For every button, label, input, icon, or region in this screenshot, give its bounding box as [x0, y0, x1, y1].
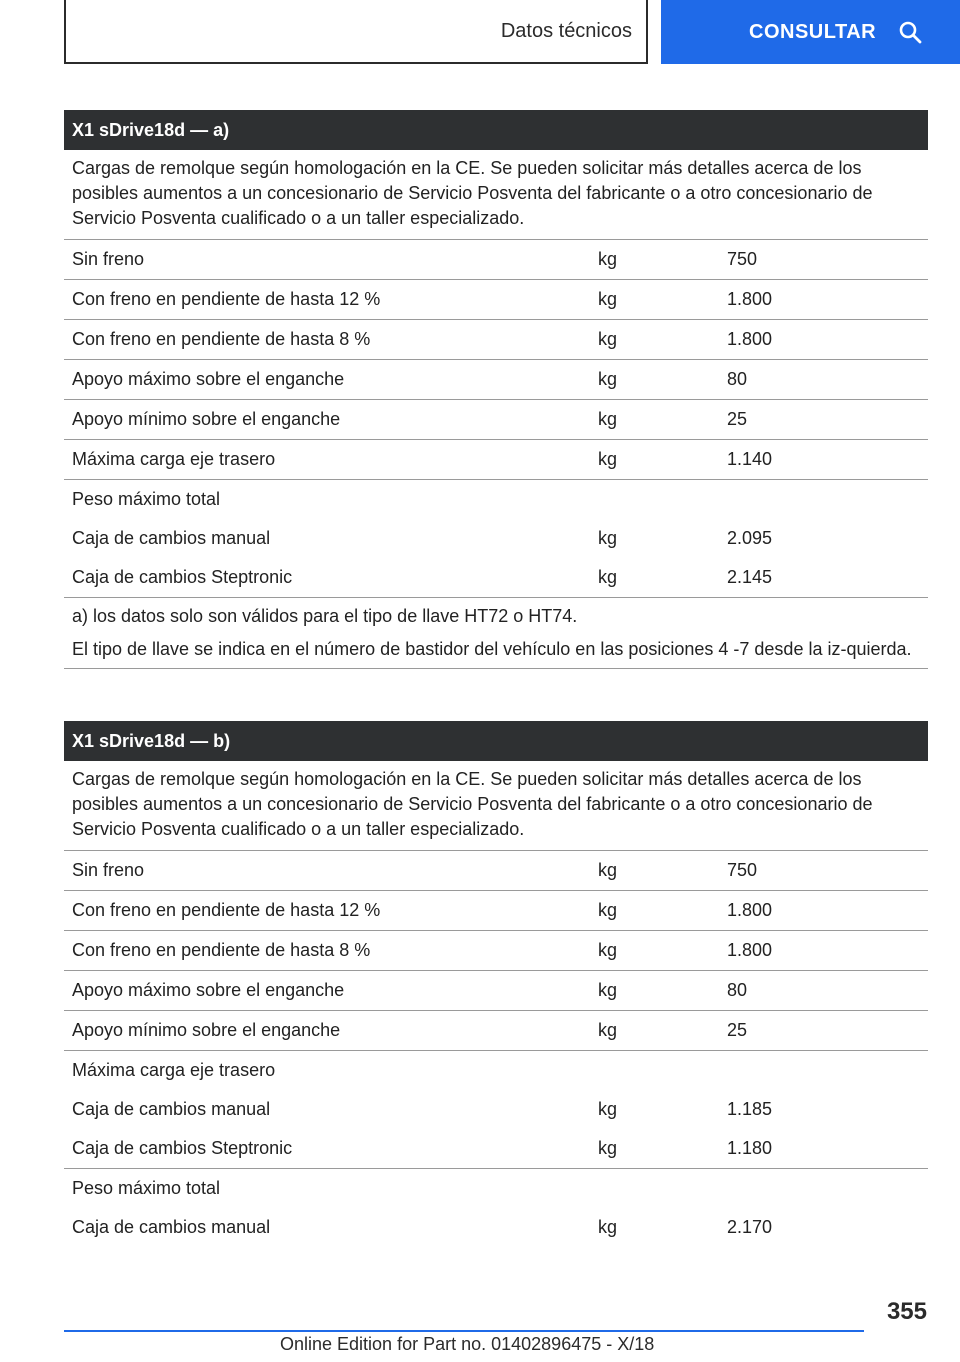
row-unit: kg — [598, 980, 618, 1000]
row-unit: kg — [598, 567, 618, 587]
table-row — [64, 1011, 928, 1051]
table-row — [64, 891, 928, 931]
row-value — [727, 1051, 928, 1090]
row-label: Peso máximo total — [72, 489, 221, 509]
row-unit: kg — [598, 860, 618, 880]
table-row — [64, 1090, 928, 1129]
row-value: 1.180 — [727, 1138, 773, 1158]
row-label: Con freno en pendiente de hasta 12 % — [72, 900, 381, 920]
row-label: Con freno en pendiente de hasta 12 % — [72, 289, 381, 309]
row-label: Caja de cambios manual — [72, 1217, 271, 1237]
footer-divider — [64, 1330, 864, 1332]
table-row — [64, 931, 928, 971]
row-label: Apoyo máximo sobre el enganche — [72, 369, 345, 389]
row-value: 2.095 — [727, 528, 773, 548]
table-row — [64, 1129, 928, 1169]
table-row — [64, 400, 928, 440]
row-unit: kg — [598, 249, 618, 269]
row-value — [727, 480, 928, 519]
row-value: 2.170 — [727, 1217, 773, 1237]
section-intro: Cargas de remolque según homologación en la CE. Se pueden solicitar más detalles acerca de los posibles aumentos a un concesionario de Servicio Posventa del fabricante o a otro concesionario de Servicio Posventa cualificado o a un taller especializado. — [64, 761, 928, 851]
table-row — [64, 240, 928, 280]
row-unit: kg — [598, 289, 618, 309]
table-footnotes — [64, 598, 928, 669]
row-unit: kg — [598, 329, 618, 349]
table-row — [64, 320, 928, 360]
row-label: Máxima carga eje trasero — [72, 449, 276, 469]
row-unit: kg — [598, 528, 618, 548]
row-unit: kg — [598, 1138, 618, 1158]
table-row — [64, 851, 928, 891]
page-number: 355 — [886, 1298, 927, 1325]
table-row — [64, 1051, 928, 1090]
section-title-text: Datos técnicos — [500, 19, 632, 42]
table-row — [64, 1208, 928, 1247]
row-label: Con freno en pendiente de hasta 8 % — [72, 329, 371, 349]
row-label: Máxima carga eje trasero — [72, 1060, 276, 1080]
row-value: 25 — [727, 1020, 748, 1040]
row-label: Caja de cambios Steptronic — [72, 1138, 293, 1158]
footnote: a) los datos solo son válidos para el tipo de llave HT72 o HT74. — [72, 606, 578, 626]
row-unit: kg — [598, 1099, 618, 1119]
row-label: Peso máximo total — [72, 1178, 221, 1198]
row-label: Caja de cambios manual — [72, 528, 271, 548]
row-unit: kg — [598, 369, 618, 389]
row-label: Con freno en pendiente de hasta 8 % — [72, 940, 371, 960]
edition-text: Online Edition for Part no. 01402896475 - X/18 — [280, 1334, 655, 1354]
table-row — [64, 558, 928, 598]
consult-label: CONSULTAR — [749, 20, 877, 43]
table-row — [64, 440, 928, 480]
row-unit — [598, 480, 727, 519]
table-row — [64, 971, 928, 1011]
row-unit — [598, 1051, 727, 1090]
header-section-title — [64, 0, 648, 64]
row-value: 1.185 — [727, 1099, 773, 1119]
table-row — [64, 360, 928, 400]
row-value: 1.800 — [727, 329, 773, 349]
consult-button[interactable] — [661, 0, 960, 64]
row-value: 750 — [727, 860, 758, 880]
row-label: Apoyo mínimo sobre el enganche — [72, 409, 341, 429]
row-unit: kg — [598, 449, 618, 469]
search-icon — [898, 20, 922, 44]
row-value: 1.800 — [727, 900, 773, 920]
row-unit: kg — [598, 1217, 618, 1237]
row-label: Caja de cambios manual — [72, 1099, 271, 1119]
row-label: Apoyo máximo sobre el enganche — [72, 980, 345, 1000]
row-label: Caja de cambios Steptronic — [72, 567, 293, 587]
row-value: 1.140 — [727, 449, 773, 469]
row-value — [727, 1169, 928, 1208]
row-value: 80 — [727, 980, 748, 1000]
row-value: 750 — [727, 249, 758, 269]
table-row — [64, 480, 928, 519]
footnote: El tipo de llave se indica en el número de bastidor del vehículo en las posiciones 4 -7 desde la iz-quierda. — [72, 639, 912, 659]
row-unit: kg — [598, 900, 618, 920]
section-intro: Cargas de remolque según homologación en la CE. Se pueden solicitar más detalles acerca de los posibles aumentos a un concesionario de Servicio Posventa del fabricante o a otro concesionario de Servicio Posventa cualificado o a un taller especializado. — [64, 150, 928, 240]
row-unit — [598, 1169, 727, 1208]
row-label: Sin freno — [72, 249, 145, 269]
table-row — [64, 280, 928, 320]
row-label: Apoyo mínimo sobre el enganche — [72, 1020, 341, 1040]
row-value: 25 — [727, 409, 748, 429]
table-row — [64, 519, 928, 558]
spec-section-a — [64, 110, 928, 669]
row-value: 1.800 — [727, 289, 773, 309]
table-row — [64, 1169, 928, 1208]
section-heading: X1 sDrive18d — a) — [64, 110, 928, 150]
row-unit: kg — [598, 409, 618, 429]
section-heading: X1 sDrive18d — b) — [64, 721, 928, 761]
spec-section-b — [64, 721, 928, 1247]
row-value: 80 — [727, 369, 748, 389]
row-value: 2.145 — [727, 567, 773, 587]
row-label: Sin freno — [72, 860, 145, 880]
row-unit: kg — [598, 1020, 618, 1040]
row-value: 1.800 — [727, 940, 773, 960]
row-unit: kg — [598, 940, 618, 960]
